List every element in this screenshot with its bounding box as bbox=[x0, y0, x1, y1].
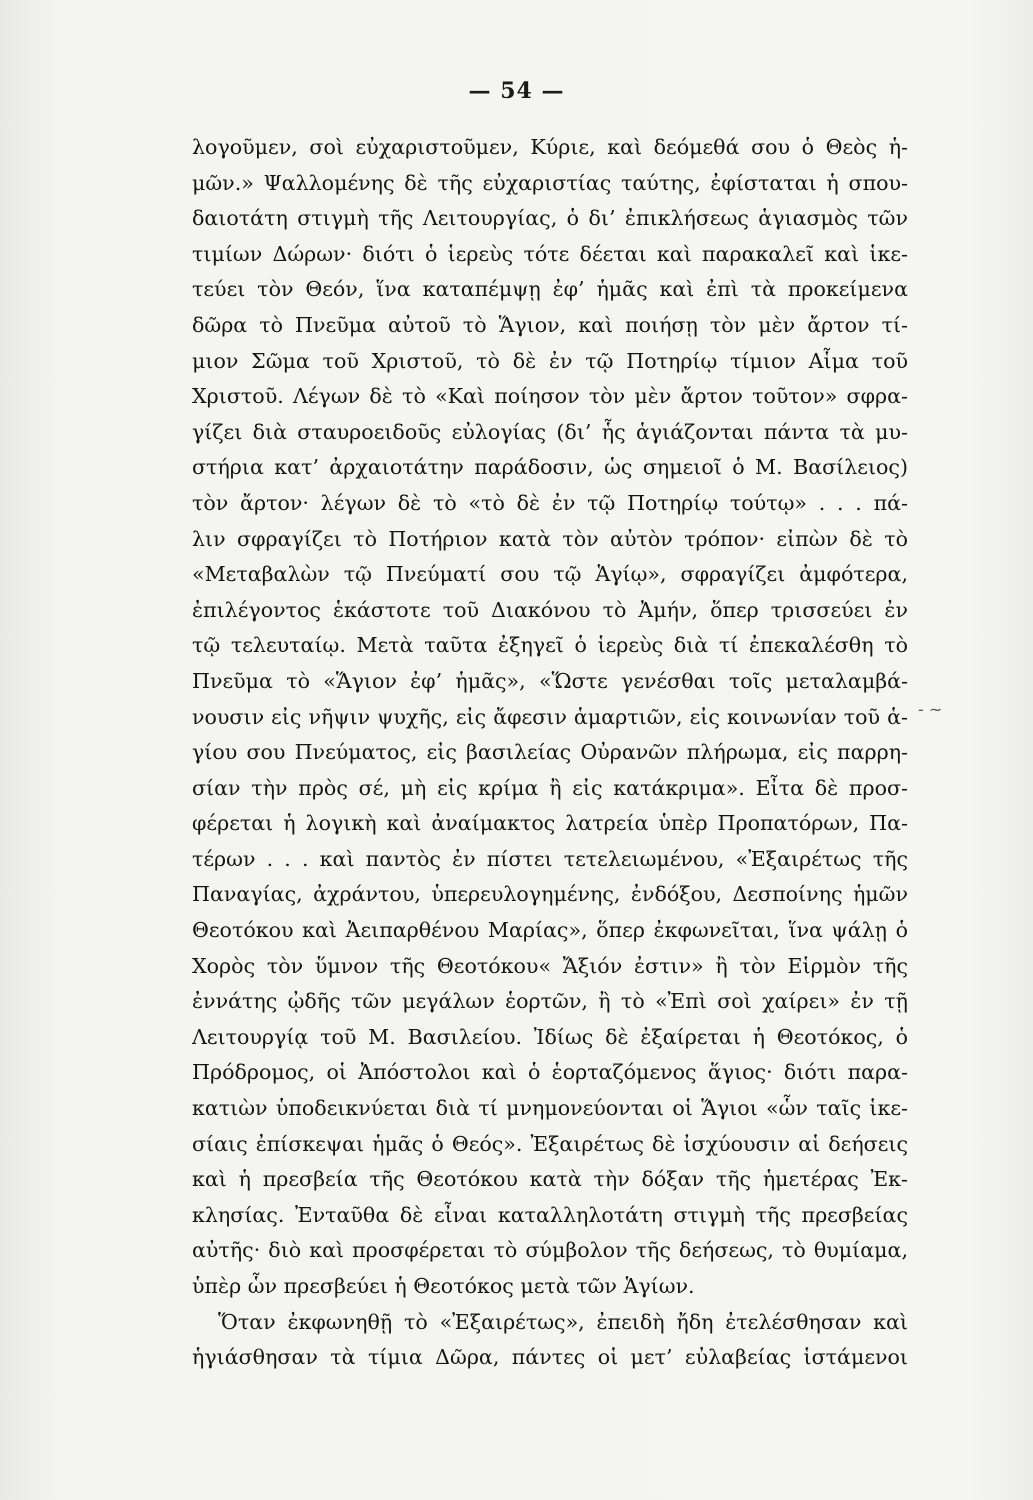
text-line: μῶν.» Ψαλλομένης δὲ τῆς εὐχαριστίας ταύτης, ἐφίσταται ἡ σπου- bbox=[192, 170, 908, 195]
text-line: Χριστοῦ. Λέγων δὲ τὸ «Καὶ ποίησον τὸν μὲν ἄρτον τοῦτον» σφρα- bbox=[192, 384, 908, 409]
text-line: τῷ τελευταίῳ. Μετὰ ταῦτα ἐξηγεῖ ὁ ἱερεὺς διὰ τί ἐπεκαλέσθη τὸ bbox=[192, 633, 908, 658]
text-line: γίου σου Πνεύματος, εἰς βασιλείας Οὐρανῶν πλήρωμα, εἰς παρρη- bbox=[192, 740, 908, 765]
text-line: τεύει τὸν Θεόν, ἵνα καταπέμψῃ ἐφ’ ἡμᾶς καὶ ἐπὶ τὰ προκείμενα bbox=[192, 277, 908, 302]
margin-mark: - ~ bbox=[918, 700, 943, 719]
text-line: ἡγιάσθησαν τὰ τίμια Δῶρα, πάντες οἱ μετ’ εὐλαβείας ἱστάμενοι bbox=[192, 1345, 908, 1370]
text-line: κλησίας. Ἐνταῦθα δὲ εἶναι καταλληλοτάτη στιγμὴ τῆς πρεσβείας bbox=[192, 1202, 908, 1227]
text-line: δαιοτάτη στιγμὴ τῆς Λειτουργίας, ὁ δι’ ἐπικλήσεως ἁγιασμὸς τῶν bbox=[192, 206, 908, 231]
text-line: τὸν ἄρτον· λέγων δὲ τὸ «τὸ δὲ ἐν τῷ Ποτηρίῳ τούτῳ» . . . πά- bbox=[192, 490, 908, 515]
text-line: Λειτουργίᾳ τοῦ Μ. Βασιλείου. Ἰδίως δὲ ἐξαίρεται ἡ Θεοτόκος, ὁ bbox=[192, 1024, 908, 1049]
text-line: τιμίων Δώρων· διότι ὁ ἱερεὺς τότε δέεται καὶ παρακαλεῖ καὶ ἱκε- bbox=[192, 241, 908, 266]
text-line: Πρόδρομος, οἱ Ἀπόστολοι καὶ ὁ ἑορταζόμενος ἅγιος· διότι παρα- bbox=[192, 1060, 908, 1085]
text-line: ἐννάτης ᾠδῆς τῶν μεγάλων ἑορτῶν, ἢ τὸ «Ἐπὶ σοὶ χαίρει» ἐν τῇ bbox=[192, 989, 908, 1014]
text-line: τέρων . . . καὶ παντὸς ἐν πίστει τετελειωμένου, «Ἐξαιρέτως τῆς bbox=[192, 846, 908, 871]
text-line: Πνεῦμα τὸ «Ἅγιον ἐφ’ ἡμᾶς», «Ὥστε γενέσθαι τοῖς μεταλαμβά- bbox=[192, 668, 908, 693]
text-line: φέρεται ἡ λογικὴ καὶ ἀναίμακτος λατρεία ὑπὲρ Προπατόρων, Πα- bbox=[192, 811, 908, 836]
text-line: Θεοτόκου καὶ Ἀειπαρθένου Μαρίας», ὅπερ ἐκφωνεῖται, ἵνα ψάλῃ ὁ bbox=[192, 918, 908, 943]
text-line: Χορὸς τὸν ὕμνον τῆς Θεοτόκου« Ἄξιόν ἐστιν» ἢ τὸν Εἱρμὸν τῆς bbox=[192, 953, 908, 978]
body-text bbox=[192, 130, 908, 1376]
text-line: μιον Σῶμα τοῦ Χριστοῦ, τὸ δὲ ἐν τῷ Ποτηρίῳ τίμιον Αἷμα τοῦ bbox=[192, 348, 908, 373]
text-line: κατιὼν ὑποδεικνύεται διὰ τί μνημονεύονται οἱ Ἅγιοι «ὧν ταῖς ἱκε- bbox=[192, 1096, 908, 1121]
text-line: «Μεταβαλὼν τῷ Πνεύματί σου τῷ Ἁγίῳ», σφραγίζει ἀμφότερα, bbox=[192, 562, 908, 587]
text-line: λογοῦμεν, σοὶ εὐχαριστοῦμεν, Κύριε, καὶ δεόμεθά σου ὁ Θεὸς ἡ- bbox=[192, 135, 908, 159]
text-line: δῶρα τὸ Πνεῦμα αὐτοῦ τὸ Ἅγιον, καὶ ποιήσῃ τὸν μὲν ἄρτον τί- bbox=[192, 312, 908, 337]
text-line: αὐτῆς· διὸ καὶ προσφέρεται τὸ σύμβολον τῆς δεήσεως, τὸ θυμίαμα, bbox=[192, 1238, 908, 1263]
text-line: λιν σφραγίζει τὸ Ποτήριον κατὰ τὸν αὐτὸν τρόπον· εἰπὼν δὲ τὸ bbox=[192, 526, 908, 551]
text-line: Ὅταν ἐκφωνηθῇ τὸ «Ἐξαιρέτως», ἐπειδὴ ἤδη ἐτελέσθησαν καὶ bbox=[218, 1309, 908, 1334]
text-line: Παναγίας, ἀχράντου, ὑπερευλογημένης, ἐνδόξου, Δεσποίνης ἡμῶν bbox=[192, 882, 908, 907]
text-line: γίζει διὰ σταυροειδοῦς εὐλογίας (δι’ ἧς ἁγιάζονται πάντα τὰ μυ- bbox=[192, 419, 908, 444]
text-line: σίαις ἐπίσκεψαι ἡμᾶς ὁ Θεός». Ἐξαιρέτως δὲ ἰσχύουσιν αἱ δεήσεις bbox=[192, 1131, 908, 1156]
text-line: σίαν τὴν πρὸς σέ, μὴ εἰς κρίμα ἢ εἰς κατάκριμα». Εἶτα δὲ προσ- bbox=[192, 775, 908, 800]
text-line: ἐπιλέγοντος ἑκάστοτε τοῦ Διακόνου τὸ Ἀμήν, ὅπερ τρισσεύει ἐν bbox=[192, 597, 908, 622]
page-number: — 54 — bbox=[468, 78, 565, 104]
text-line: στήρια κατ’ ἀρχαιοτάτην παράδοσιν, ὡς σημειοῖ ὁ Μ. Βασίλειος) bbox=[192, 455, 908, 480]
text-line: νουσιν εἰς νῆψιν ψυχῆς, εἰς ἄφεσιν ἁμαρτιῶν, εἰς κοινωνίαν τοῦ ἁ- bbox=[192, 704, 908, 729]
text-line: ὑπὲρ ὧν πρεσβεύει ἡ Θεοτόκος μετὰ τῶν Ἁγίων. bbox=[192, 1274, 695, 1298]
text-line: καὶ ἡ πρεσβεία τῆς Θεοτόκου κατὰ τὴν δόξαν τῆς ἡμετέρας Ἐκ- bbox=[192, 1167, 908, 1192]
